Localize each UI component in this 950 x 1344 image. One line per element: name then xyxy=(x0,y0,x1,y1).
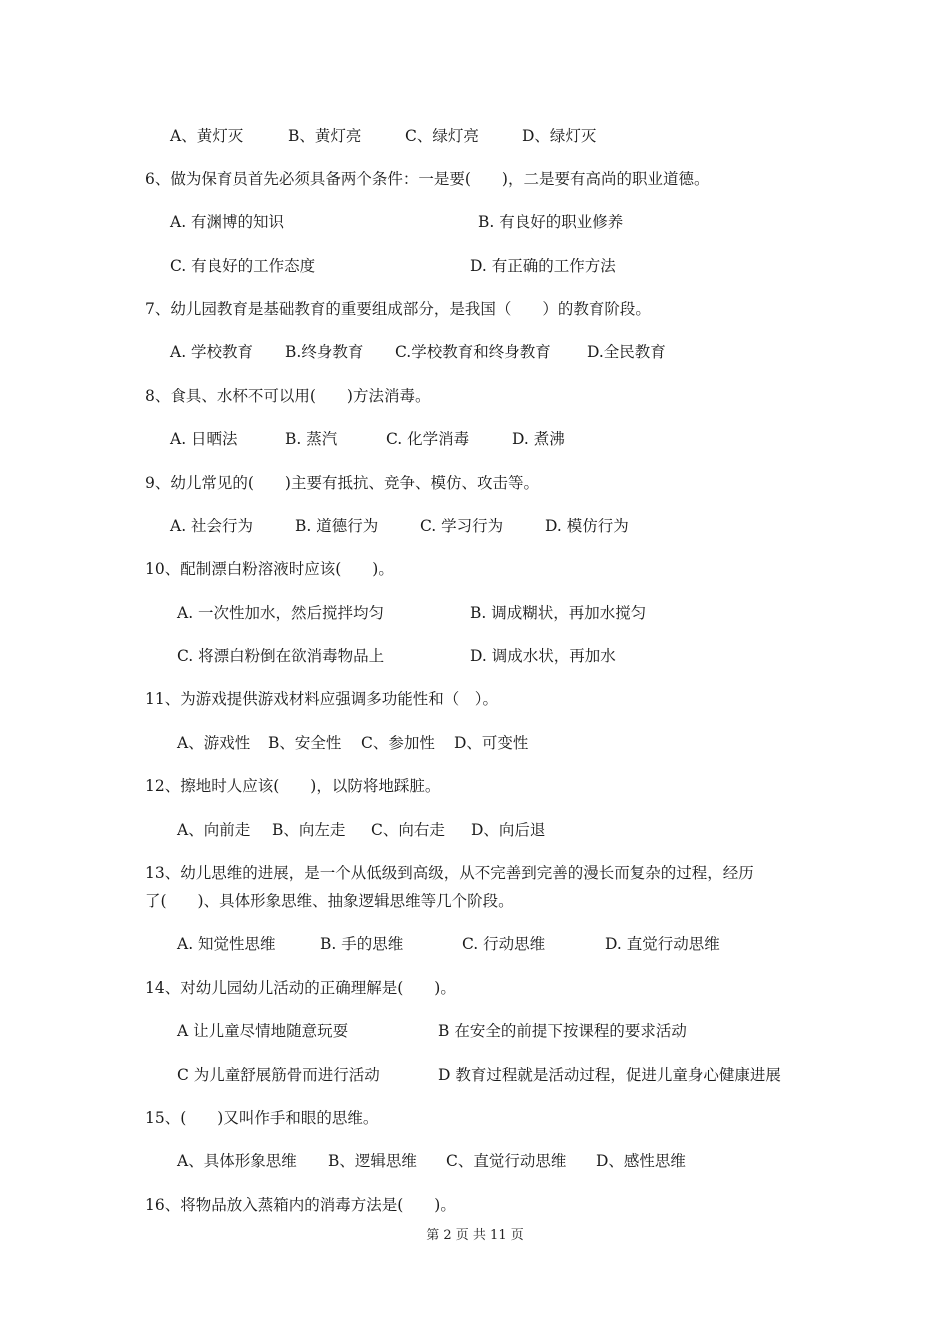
q6-options-row2 xyxy=(0,253,950,279)
q10-option-d: D. 调成水状，再加水 xyxy=(470,647,616,665)
q14-options-row2 xyxy=(0,1062,950,1088)
q8-options xyxy=(0,426,950,452)
q10-option-a: A. 一次性加水，然后搅拌均匀 xyxy=(177,604,385,622)
q6-option-d: D. 有正确的工作方法 xyxy=(470,257,616,275)
q14-option-c: C 为儿童舒展筋骨而进行活动 xyxy=(177,1066,380,1084)
q6-option-b: B. 有良好的职业修养 xyxy=(478,213,624,231)
q13-option-a: A. 知觉性思维 xyxy=(177,935,276,953)
q11-option-d: D、可变性 xyxy=(454,734,529,752)
q9-option-b: B. 道德行为 xyxy=(295,517,379,535)
q16-stem: 16、将物品放入蒸箱内的消毒方法是( )。 xyxy=(145,1196,456,1214)
q9-options xyxy=(0,513,950,539)
q12-stem: 12、擦地时人应该( )，以防将地踩脏。 xyxy=(145,777,441,795)
q15-options xyxy=(0,1148,950,1174)
q7-options xyxy=(0,339,950,365)
q13-stem-line1: 13、幼儿思维的进展，是一个从低级到高级，从不完善到完善的漫长而复杂的过程，经历 xyxy=(145,864,754,882)
q7-option-c: C.学校教育和终身教育 xyxy=(395,343,551,361)
q9-stem: 9、幼儿常见的( )主要有抵抗、竞争、模仿、攻击等。 xyxy=(145,474,539,492)
q14-option-b: B 在安全的前提下按课程的要求活动 xyxy=(438,1022,687,1040)
q9-option-c: C. 学习行为 xyxy=(420,517,504,535)
q11-stem: 11、为游戏提供游戏材料应强调多功能性和（ ）。 xyxy=(145,690,498,708)
q13-options xyxy=(0,931,950,957)
q14-option-a: A 让儿童尽情地随意玩耍 xyxy=(177,1022,349,1040)
q13-stem-line2: 了( )、具体形象思维、抽象逻辑思维等几个阶段。 xyxy=(145,892,514,910)
q7-option-a: A. 学校教育 xyxy=(170,343,254,361)
q9-option-d: D. 模仿行为 xyxy=(545,517,629,535)
page-number: 第 2 页 共 11 页 xyxy=(426,1228,524,1243)
q7-stem: 7、幼儿园教育是基础教育的重要组成部分，是我国（ ）的教育阶段。 xyxy=(145,300,651,318)
q9-option-a: A. 社会行为 xyxy=(170,517,254,535)
q13-option-d: D. 直觉行动思维 xyxy=(605,935,720,953)
q15-option-c: C、直觉行动思维 xyxy=(446,1152,567,1170)
q10-option-b: B. 调成糊状，再加水搅匀 xyxy=(470,604,647,622)
q14-option-d: D 教育过程就是活动过程，促进儿童身心健康进展 xyxy=(438,1066,781,1084)
q12-option-c: C、向右走 xyxy=(371,821,445,839)
q5-option-a: A、黄灯灭 xyxy=(170,127,244,145)
q6-stem: 6、做为保育员首先必须具备两个条件：一是要( )，二是要有高尚的职业道德。 xyxy=(145,170,710,188)
q12-option-d: D、向后退 xyxy=(471,821,546,839)
q10-options-row1 xyxy=(0,600,950,626)
q6-option-c: C. 有良好的工作态度 xyxy=(170,257,316,275)
q7-option-b: B.终身教育 xyxy=(285,343,364,361)
q5-option-c: C、绿灯亮 xyxy=(405,127,479,145)
q12-options xyxy=(0,817,950,843)
q11-option-b: B、安全性 xyxy=(268,734,342,752)
q15-option-d: D、感性思维 xyxy=(596,1152,686,1170)
q7-option-d: D.全民教育 xyxy=(587,343,666,361)
q12-option-a: A、向前走 xyxy=(177,821,251,839)
q11-options xyxy=(0,730,950,756)
q11-option-a: A、游戏性 xyxy=(177,734,251,752)
q8-option-d: D. 煮沸 xyxy=(512,430,565,448)
q8-option-a: A. 日晒法 xyxy=(170,430,238,448)
q10-options-row2 xyxy=(0,643,950,669)
q15-stem: 15、( )又叫作手和眼的思维。 xyxy=(145,1109,379,1127)
q8-option-b: B. 蒸汽 xyxy=(285,430,338,448)
q14-stem: 14、对幼儿园幼儿活动的正确理解是( )。 xyxy=(145,979,456,997)
q12-option-b: B、向左走 xyxy=(272,821,346,839)
q8-stem: 8、食具、水杯不可以用( )方法消毒。 xyxy=(145,387,431,405)
q13-option-b: B. 手的思维 xyxy=(320,935,404,953)
q11-option-c: C、参加性 xyxy=(361,734,435,752)
q10-stem: 10、配制漂白粉溶液时应该( )。 xyxy=(145,560,394,578)
q5-option-b: B、黄灯亮 xyxy=(288,127,362,145)
q10-option-c: C. 将漂白粉倒在欲消毒物品上 xyxy=(177,647,385,665)
q15-option-a: A、具体形象思维 xyxy=(177,1152,297,1170)
q15-option-b: B、逻辑思维 xyxy=(328,1152,417,1170)
q5-option-d: D、绿灯灭 xyxy=(522,127,597,145)
q8-option-c: C. 化学消毒 xyxy=(386,430,470,448)
q5-options xyxy=(0,123,950,149)
q14-options-row1 xyxy=(0,1018,950,1044)
q6-option-a: A. 有渊博的知识 xyxy=(170,213,285,231)
q6-options-row1 xyxy=(0,209,950,235)
q13-option-c: C. 行动思维 xyxy=(462,935,546,953)
